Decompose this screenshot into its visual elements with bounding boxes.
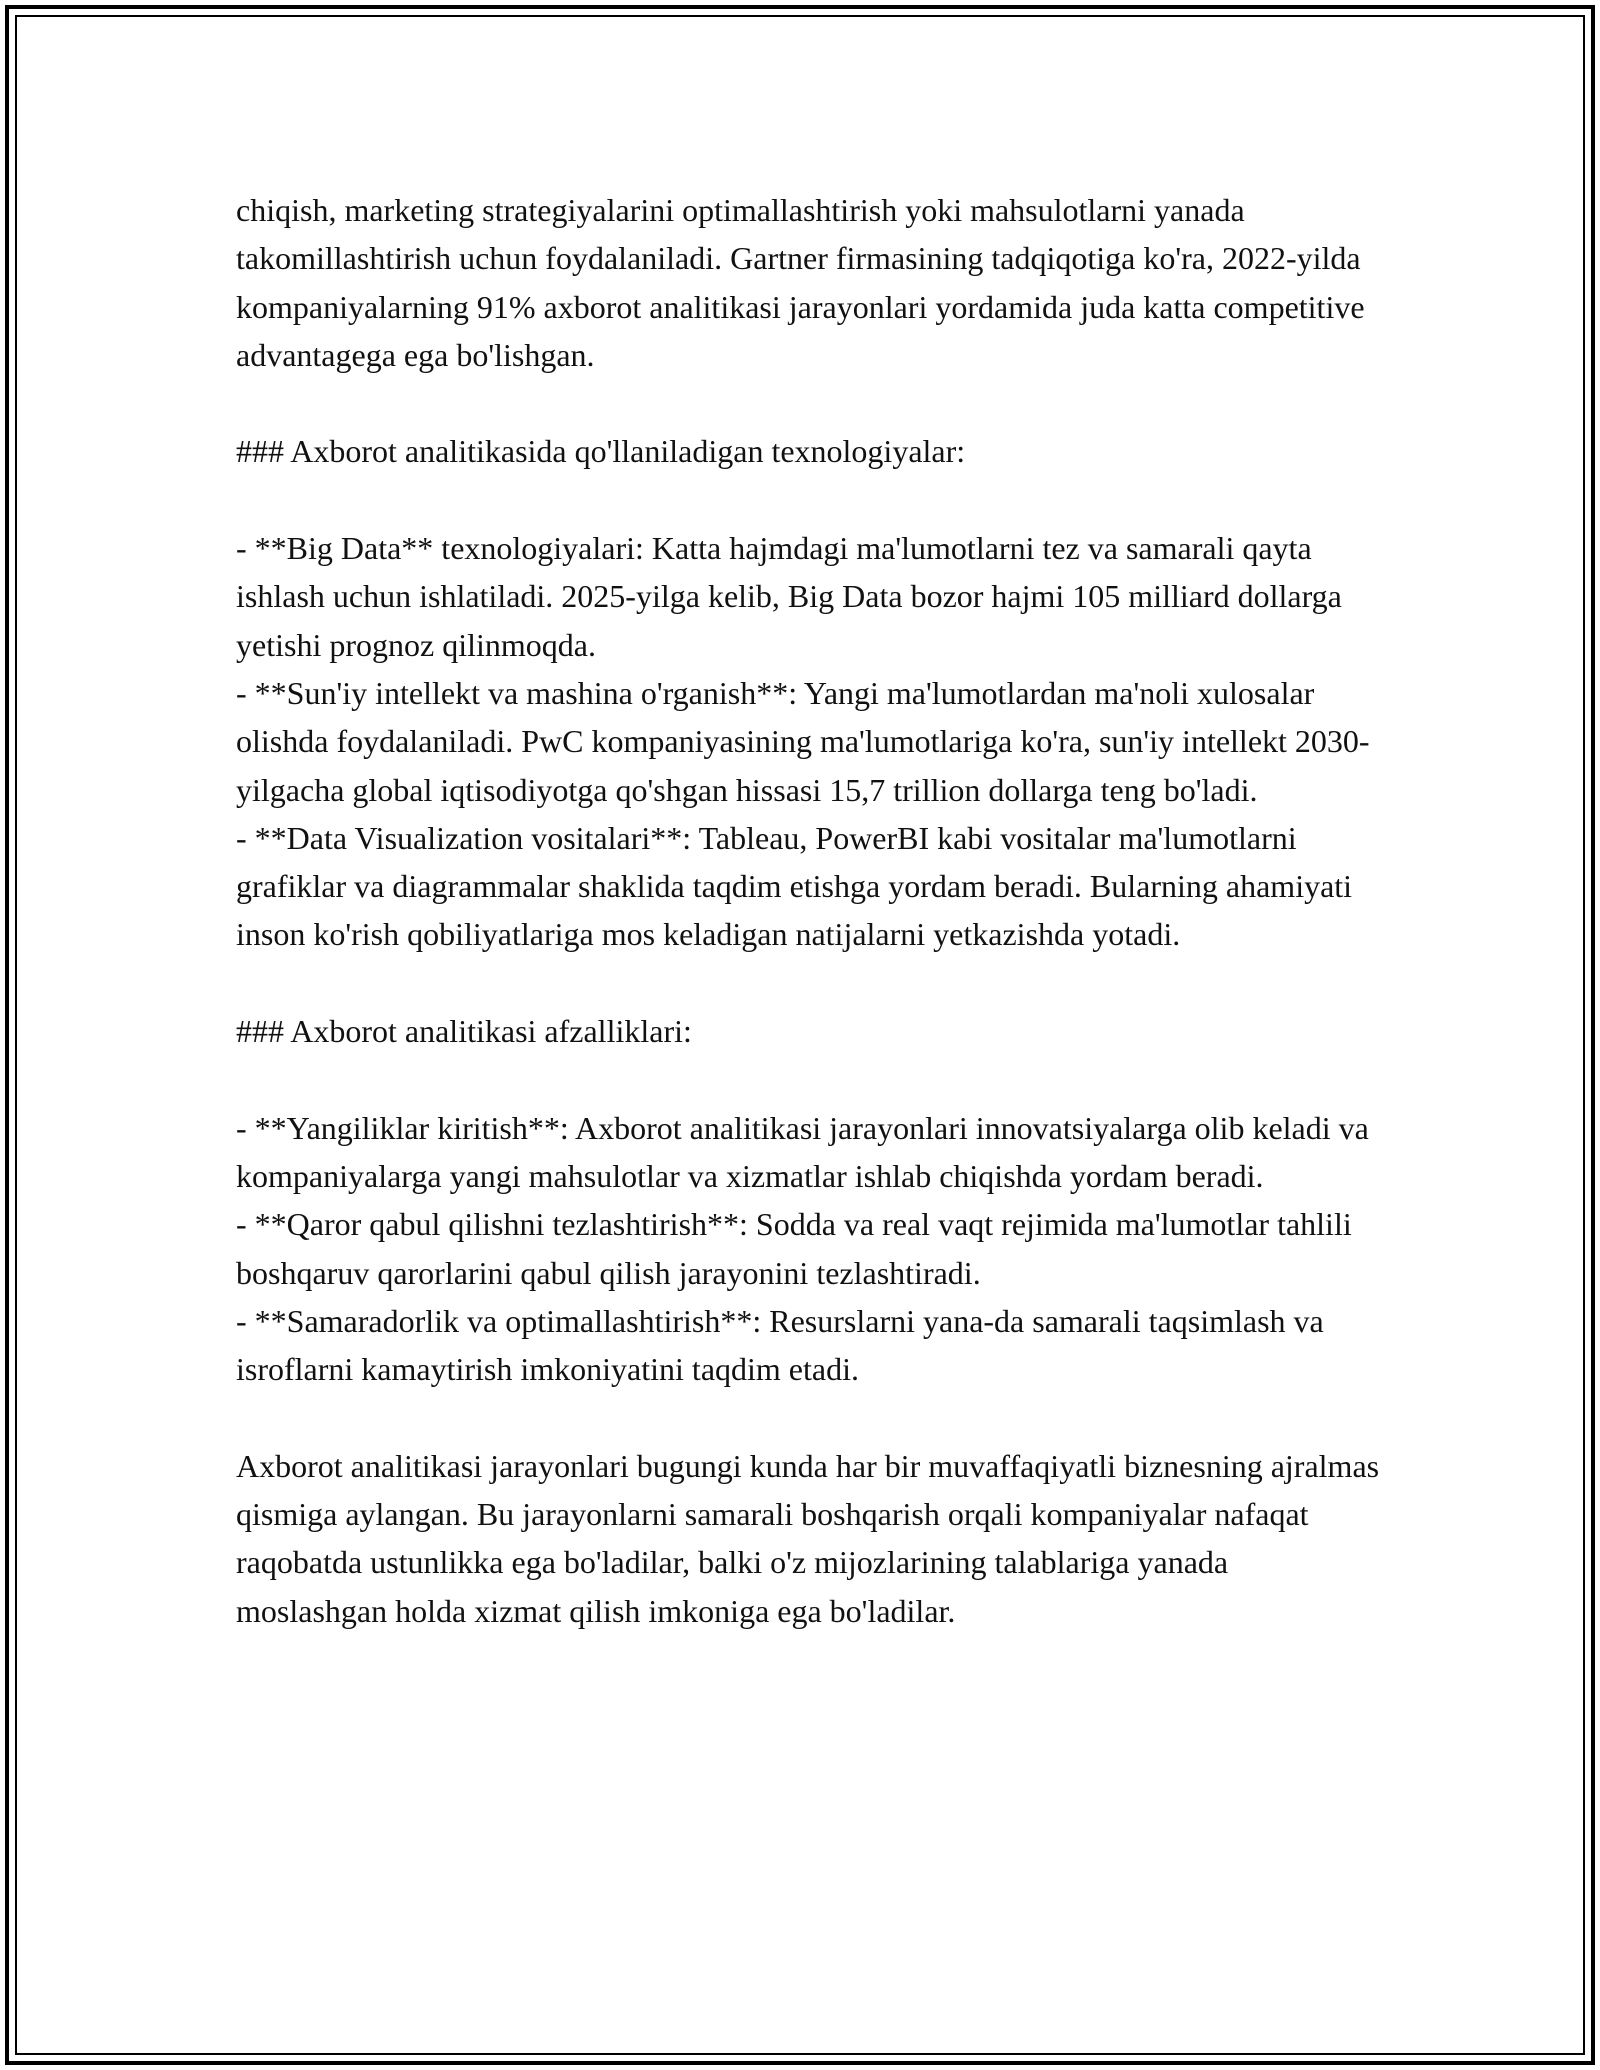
conclusion-paragraph: Axborot analitikasi jarayonlari bugungi kunda har bir muvaffaqiyatli biznesning ajralmas qismiga aylangan. Bu jarayonlarni samarali boshqarish orqali kompaniyalar nafaqat raqobatda ustunlikka ega bo'ladilar, balki o'z mijozlarining talablariga yanada moslashgan holda xizmat qilish imkoniga ega bo'ladilar.: [236, 1447, 1380, 1629]
list-item-data-visualization: - **Data Visualization vositalari**: Tableau, PowerBI kabi vositalar ma'lumotlarni grafiklar va diagrammalar shaklida taqdim etishga yordam beradi. Bularning ahamiyati inson ko'rish qobiliyatlariga mos keladigan natijalarni yetkazishda yotadi.: [236, 819, 1353, 953]
spacer: [236, 959, 1386, 1007]
list-item-efficiency: - **Samaradorlik va optimallashtirish**: Resurslarni yana-da samarali taqsimlash va isroflarni kamaytirish imkoniyatini taqdim etadi.: [236, 1302, 1324, 1388]
list-item-innovation: - **Yangiliklar kiritish**: Axborot analitikasi jarayonlari innovatsiyalarga olib keladi va kompaniyalarga yangi mahsulotlar va xizmatlar ishlab chiqishda yordam beradi.: [236, 1109, 1369, 1194]
list-item-decision-speed: - **Qaror qabul qilishni tezlashtirish**: Sodda va real vaqt rejimida ma'lumotlar tahlili boshqaruv qarorlarini qabul qilish jarayonini tezlashtiradi.: [236, 1206, 1352, 1291]
document-body: [236, 186, 1386, 1635]
section-heading-technologies: ### Axborot analitikasida qo'llaniladigan texnologiyalar:: [236, 433, 966, 470]
spacer: [236, 379, 1386, 427]
spacer: [236, 1055, 1386, 1103]
list-item-big-data: - **Big Data** texnologiyalari: Katta hajmdagi ma'lumotlarni tez va samarali qayta ishlash uchun ishlatiladi. 2025-yilga kelib, Big Data bozor hajmi 105 milliard dollarga yetishi prognoz qilinmoqda.: [236, 530, 1342, 663]
spacer: [236, 1393, 1386, 1441]
intro-paragraph: chiqish, marketing strategiyalarini optimallashtirish yoki mahsulotlarni yanada takomillashtirish uchun foydalaniladi. Gartner firmasining tadqiqotiga ko'ra, 2022-yilda kompaniyalarning 91% axborot analitikasi jarayonlari yordamida juda katta competitive advantagega ega bo'lishgan.: [236, 192, 1365, 373]
section-heading-benefits: ### Axborot analitikasi afzalliklari:: [236, 1013, 692, 1050]
list-item-ai-ml: - **Sun'iy intellekt va mashina o'rganish**: Yangi ma'lumotlardan ma'noli xulosalar olishda foydalaniladi. PwC kompaniyasining ma'lumotlariga ko'ra, sun'iy intellekt 2030-yilgacha global iqtisodiyotga qo'shgan hissasi 15,7 trillion dollarga teng bo'ladi.: [236, 674, 1370, 808]
spacer: [236, 476, 1386, 524]
